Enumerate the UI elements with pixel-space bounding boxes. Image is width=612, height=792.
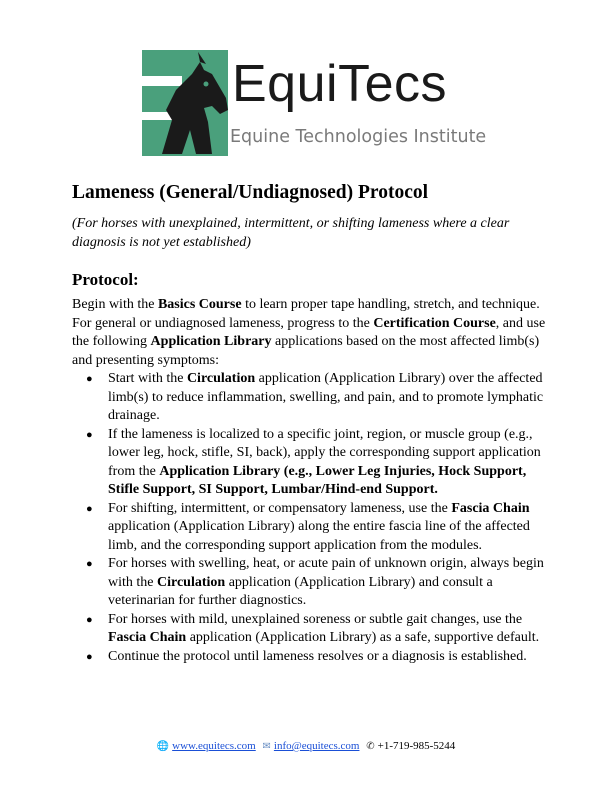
basics-course-term: Basics Course — [157, 297, 242, 312]
list-item — [72, 370, 550, 426]
horse-head-e-logo-icon — [142, 50, 228, 156]
email-link[interactable]: info@equitecs.com — [273, 740, 360, 752]
item-text: If the lameness is localized to a specific joint, region, or muscle group (e.g., lower leg, hock, stifle, SI, back), apply the corresponding support application from the — [108, 426, 541, 479]
list-item — [72, 611, 550, 648]
intro-text: Begin with the — [72, 297, 158, 312]
intro-paragraph — [72, 296, 550, 370]
item-term: Application Library (e.g., Lower Leg Injuries, Hock Support, Stifle Support, SI Support, Lumbar/Hind-end Support. — [108, 463, 527, 497]
list-item — [72, 426, 550, 500]
certification-course-term: Certification Course — [373, 315, 496, 331]
application-library-term: Application Library — [150, 334, 272, 349]
page-footer — [0, 740, 612, 752]
intro-text: applications based on the most affected limb(s) and presenting symptoms: — [72, 334, 540, 368]
item-term: Circulation — [186, 371, 256, 386]
item-text: Continue the protocol until lameness resolves or a diagnosis is established. — [108, 648, 527, 664]
item-text: application (Application Library) along the entire fascia line of the affected limb, and the corresponding support application from the modules. — [108, 519, 530, 553]
list-item — [72, 648, 550, 667]
item-text: For horses with mild, unexplained soreness or subtle gait changes, use the — [108, 611, 523, 627]
item-term: Fascia Chain — [108, 630, 187, 645]
document-subtitle: (For horses with unexplained, intermittent, or shifting lameness where a clear diagnosis is not yet established) — [72, 216, 510, 250]
item-text: Start with the — [108, 371, 187, 386]
protocol-steps-list — [72, 370, 550, 666]
website-link[interactable]: www.equitecs.com — [172, 740, 256, 752]
intro-text: to learn proper tape handling, stretch, and technique. For general or undiagnosed lameness, progress to the — [72, 297, 540, 331]
protocol-heading: Protocol: — [72, 270, 139, 289]
globe-icon: 🌐 — [156, 741, 170, 752]
item-term: Fascia Chain — [451, 500, 530, 516]
phone-icon: ✆ — [366, 741, 375, 752]
intro-text: , and use the following — [72, 315, 546, 349]
document-title: Lameness (General/Undiagnosed) Protocol — [72, 182, 429, 203]
item-text: For shifting, intermittent, or compensatory lameness, use the — [108, 500, 452, 516]
brand-logo — [142, 50, 487, 156]
brand-name: EquiTecs — [232, 55, 447, 113]
item-text: application (Application Library) as a safe, supportive default. — [186, 630, 540, 645]
phone-number: +1-719-985-5244 — [377, 740, 456, 752]
item-text: For horses with swelling, heat, or acute pain of unknown origin, always begin with the — [108, 556, 544, 590]
item-text: application (Application Library) over the affected limb(s) to reduce inflammation, swelling, and pain, and to promote lymphatic drainage. — [108, 371, 544, 423]
item-term: Circulation — [157, 574, 226, 590]
item-text: application (Application Library) and consult a veterinarian for further diagnostics. — [108, 574, 493, 608]
list-item — [72, 500, 550, 556]
list-item — [72, 555, 550, 611]
email-icon: ✉ — [262, 741, 271, 752]
brand-tagline: Equine Technologies Institute — [230, 127, 487, 147]
